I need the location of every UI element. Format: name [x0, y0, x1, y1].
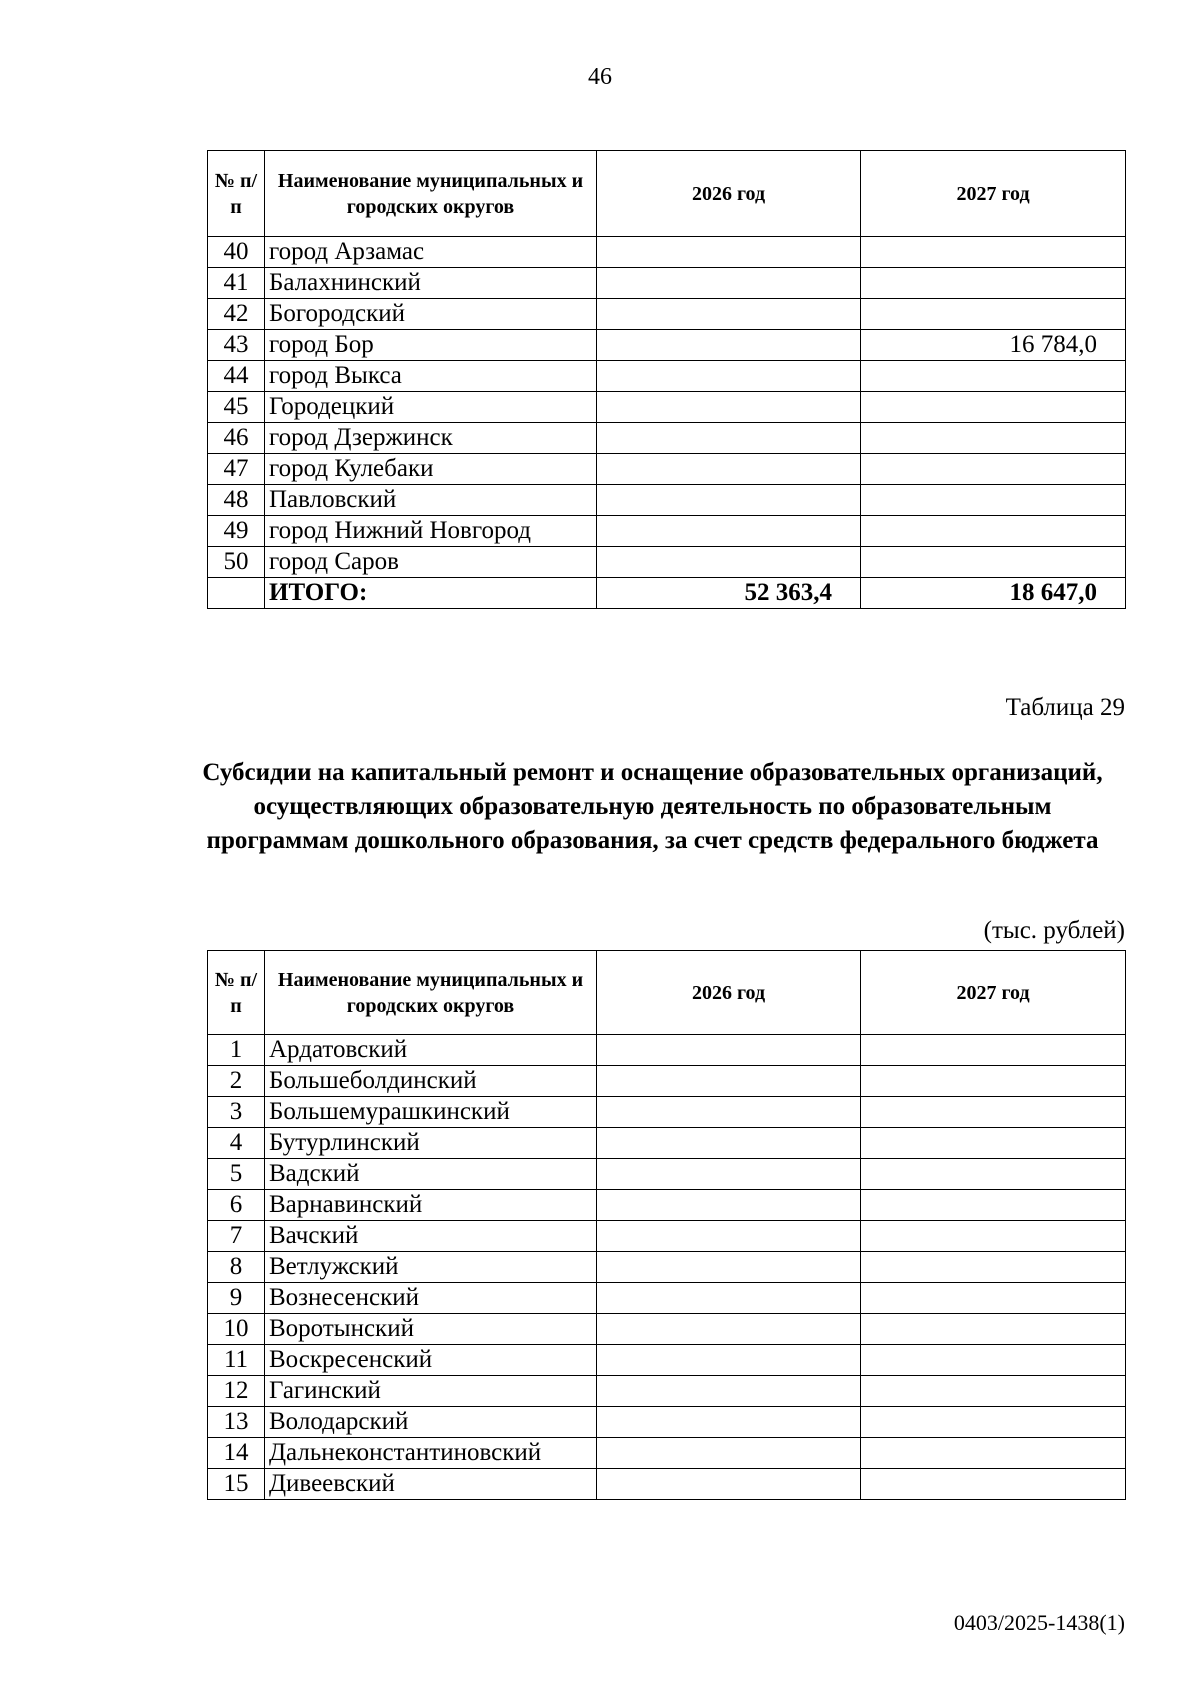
- header-2027: 2027 год: [861, 951, 1126, 1035]
- row-value-2026: [597, 268, 861, 299]
- document-code: 0403/2025-1438(1): [953, 1610, 1125, 1635]
- row-number: 50: [208, 547, 265, 578]
- row-number: 48: [208, 485, 265, 516]
- table-row: [208, 299, 1126, 330]
- row-value-2027: [861, 237, 1126, 268]
- row-value-2026: [597, 237, 861, 268]
- table-header-row: [208, 151, 1126, 237]
- row-name: город Саров: [265, 547, 597, 578]
- header-number: № п/п: [208, 151, 265, 237]
- row-value-2026: [597, 1314, 861, 1345]
- row-number: 8: [208, 1252, 265, 1283]
- row-value-2026: [597, 1035, 861, 1066]
- row-name: Городецкий: [265, 392, 597, 423]
- table-row: [208, 1438, 1126, 1469]
- row-name: Большемурашкинский: [265, 1097, 597, 1128]
- row-number: 7: [208, 1221, 265, 1252]
- row-value-2027: [861, 423, 1126, 454]
- table-row: [208, 1283, 1126, 1314]
- table-row: [208, 392, 1126, 423]
- row-value-2027: [861, 268, 1126, 299]
- table-row: [208, 330, 1126, 361]
- row-value-2027: [861, 1252, 1126, 1283]
- row-number: 41: [208, 268, 265, 299]
- row-name: Варнавинский: [265, 1190, 597, 1221]
- table-row: [208, 1376, 1126, 1407]
- row-value-2027: [861, 454, 1126, 485]
- table-row: [208, 268, 1126, 299]
- row-name: Дивеевский: [265, 1469, 597, 1500]
- row-number: 5: [208, 1159, 265, 1190]
- row-value-2027: [861, 1097, 1126, 1128]
- row-number: 47: [208, 454, 265, 485]
- table-row: [208, 1407, 1126, 1438]
- row-number: 6: [208, 1190, 265, 1221]
- row-value-2027: [861, 1190, 1126, 1221]
- row-number: 42: [208, 299, 265, 330]
- table-row: [208, 485, 1126, 516]
- table-row: [208, 1159, 1126, 1190]
- row-name: город Кулебаки: [265, 454, 597, 485]
- row-value-2027: [861, 392, 1126, 423]
- row-value-2026: [597, 1221, 861, 1252]
- row-name: Богородский: [265, 299, 597, 330]
- row-number: 14: [208, 1438, 265, 1469]
- row-value-2027: [861, 547, 1126, 578]
- table-row: [208, 1252, 1126, 1283]
- row-number: 43: [208, 330, 265, 361]
- row-value-2027: [861, 516, 1126, 547]
- row-number: 13: [208, 1407, 265, 1438]
- row-name: город Выкса: [265, 361, 597, 392]
- table-row: [208, 516, 1126, 547]
- row-value-2026: [597, 516, 861, 547]
- table-row: [208, 1345, 1126, 1376]
- row-value-2027: [861, 299, 1126, 330]
- row-value-2026: [597, 485, 861, 516]
- total-2026: 52 363,4: [597, 578, 861, 609]
- row-number: 9: [208, 1283, 265, 1314]
- row-number: 15: [208, 1469, 265, 1500]
- table-row: [208, 361, 1126, 392]
- row-name: Воротынский: [265, 1314, 597, 1345]
- row-number: 40: [208, 237, 265, 268]
- row-name: Ардатовский: [265, 1035, 597, 1066]
- row-value-2026: [597, 1345, 861, 1376]
- row-value-2026: [597, 330, 861, 361]
- row-number: 12: [208, 1376, 265, 1407]
- table-row: [208, 1314, 1126, 1345]
- total-row: [208, 578, 1126, 609]
- row-number: 45: [208, 392, 265, 423]
- row-name: город Дзержинск: [265, 423, 597, 454]
- header-name: Наименование муниципальных и городских округов: [265, 951, 597, 1035]
- row-value-2026: [597, 1376, 861, 1407]
- row-number: 44: [208, 361, 265, 392]
- table-header-row: [208, 951, 1126, 1035]
- row-value-2027: [861, 1128, 1126, 1159]
- row-value-2026: [597, 1128, 861, 1159]
- table-title: Субсидии на капитальный ремонт и оснащение образовательных организаций, осуществляющих образовательную деятельность по образовательным программам дошкольного образования, за счет средств федерального бюджета: [202, 759, 1103, 854]
- table-row: [208, 1128, 1126, 1159]
- row-value-2026: [597, 454, 861, 485]
- unit-label: (тыс. рублей): [983, 917, 1125, 944]
- row-value-2026: [597, 1066, 861, 1097]
- header-2026: 2026 год: [597, 151, 861, 237]
- row-name: Вачский: [265, 1221, 597, 1252]
- row-name: город Бор: [265, 330, 597, 361]
- table-row: [208, 1035, 1126, 1066]
- row-number: 10: [208, 1314, 265, 1345]
- table-row: [208, 1066, 1126, 1097]
- row-value-2026: [597, 1407, 861, 1438]
- row-value-2027: [861, 361, 1126, 392]
- row-name: город Арзамас: [265, 237, 597, 268]
- header-number: № п/п: [208, 951, 265, 1035]
- header-name: Наименование муниципальных и городских округов: [265, 151, 597, 237]
- row-value-2027: [861, 1376, 1126, 1407]
- row-value-2026: [597, 1438, 861, 1469]
- row-value-2026: [597, 392, 861, 423]
- row-number: 4: [208, 1128, 265, 1159]
- row-number: 2: [208, 1066, 265, 1097]
- row-name: Воскресенский: [265, 1345, 597, 1376]
- total-label: ИТОГО:: [265, 578, 597, 609]
- table-row: [208, 423, 1126, 454]
- row-value-2026: [597, 1159, 861, 1190]
- header-2026: 2026 год: [597, 951, 861, 1035]
- row-value-2027: [861, 1035, 1126, 1066]
- table-row: [208, 547, 1126, 578]
- row-value-2027: [861, 1283, 1126, 1314]
- row-number: 46: [208, 423, 265, 454]
- row-value-2026: [597, 1097, 861, 1128]
- row-value-2026: [597, 299, 861, 330]
- subsidy-table-continued: [207, 150, 1126, 609]
- row-name: Бутурлинский: [265, 1128, 597, 1159]
- row-number: 1: [208, 1035, 265, 1066]
- row-number: 3: [208, 1097, 265, 1128]
- row-number: 11: [208, 1345, 265, 1376]
- row-value-2026: [597, 1283, 861, 1314]
- table-row: [208, 1190, 1126, 1221]
- row-value-2027: [861, 1221, 1126, 1252]
- row-number: 49: [208, 516, 265, 547]
- row-value-2027: [861, 1469, 1126, 1500]
- row-value-2027: [861, 1066, 1126, 1097]
- row-value-2026: [597, 1190, 861, 1221]
- row-name: Вадский: [265, 1159, 597, 1190]
- table-row: [208, 1221, 1126, 1252]
- table-row: [208, 1469, 1126, 1500]
- row-value-2027: [861, 1345, 1126, 1376]
- table-number: Таблица 29: [1005, 694, 1125, 721]
- row-value-2026: [597, 1469, 861, 1500]
- row-value-2026: [597, 547, 861, 578]
- row-name: город Нижний Новгород: [265, 516, 597, 547]
- subsidy-table-29: [207, 950, 1126, 1500]
- header-2027: 2027 год: [861, 151, 1126, 237]
- row-value-2027: [861, 1407, 1126, 1438]
- row-name: Ветлужский: [265, 1252, 597, 1283]
- row-name: Дальнеконстантиновский: [265, 1438, 597, 1469]
- row-name: Гагинский: [265, 1376, 597, 1407]
- table-row: [208, 237, 1126, 268]
- row-value-2027: [861, 1314, 1126, 1345]
- row-value-2027: [861, 1438, 1126, 1469]
- row-value-2026: [597, 423, 861, 454]
- row-value-2026: [597, 361, 861, 392]
- row-name: Балахнинский: [265, 268, 597, 299]
- row-name: Павловский: [265, 485, 597, 516]
- row-name: Володарский: [265, 1407, 597, 1438]
- row-value-2027: [861, 485, 1126, 516]
- row-value-2027: [861, 1159, 1126, 1190]
- row-value-2026: [597, 1252, 861, 1283]
- table-row: [208, 454, 1126, 485]
- page-number: 46: [588, 64, 612, 90]
- table-row: [208, 1097, 1126, 1128]
- total-number-cell: [208, 578, 265, 609]
- row-name: Большеболдинский: [265, 1066, 597, 1097]
- row-value-2027: 16 784,0: [861, 330, 1126, 361]
- total-2027: 18 647,0: [861, 578, 1126, 609]
- row-name: Вознесенский: [265, 1283, 597, 1314]
